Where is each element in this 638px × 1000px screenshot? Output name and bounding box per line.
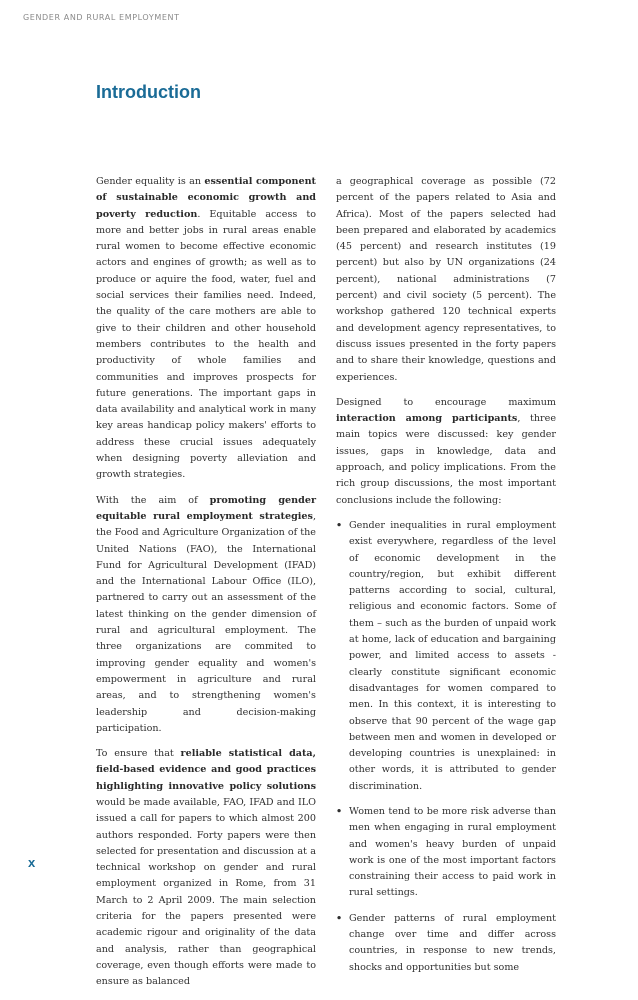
running-head: GENDER AND RURAL EMPLOYMENT bbox=[23, 13, 180, 22]
list-item: • Women tend to be more risk adverse than men when engaging in rural employment and women's heavy burden of unpaid work is one of the most important factors constraining their access to paid work in rural settings. bbox=[336, 805, 556, 899]
bullet-icon: • bbox=[336, 519, 343, 531]
list-item: • Gender inequalities in rural employment exist everywhere, regardless of the level of economic development in the country/region, but exhibit different patterns according to social, cultural, religious and economic factors. Some of them – such as the burden of unpaid work at home, lack of education and bargaining power, and limited access to assets - clearly constitute significant economic disadvantages for women compared to men. In this context, it is interesting to observe that 90 percent of the wage gap between men and women in developed or developing countries is unexplained: in other words, it is attributed to gender discrimination. bbox=[336, 519, 556, 792]
bold-phrase: essential component of sustainable economic growth and poverty reduction bbox=[96, 176, 316, 220]
paragraph: With the aim of promoting gender equitable rural employment strategies, the Food and Agriculture Organization of the United Nations (FAO), the International Fund for Agricultural Development (IFAD) and the International Labour Office (ILO), partnered to carry out an assessment of the latest thinking on the gender dimension of rural and agricultural employment. The three organizations are commited to improving gender equality and women's empowerment in agriculture and rural areas, and to strengthening women's leadership and decision-making participation. bbox=[96, 494, 316, 734]
paragraph: Designed to encourage maximum interaction among participants, three main topics were discussed: key gender issues, gaps in knowledge, data and approach, and policy implications. From the rich group discussions, the most important conclusions include the following: bbox=[336, 396, 557, 506]
paragraph: a geographical coverage as possible (72 percent of the papers related to Asia and Africa). Most of the papers selected had been prepared and elaborated by academics (45 percent) and research institutes (19 percent) but also by UN organizations (24 percent), national administrations (7 percent) and civil society (5 percent). The workshop gathered 120 technical experts and development agency representatives, to discuss issues presented in the forty papers and to share their knowledge, questions and experiences. bbox=[336, 176, 556, 383]
bold-phrase: reliable statistical data, field-based evidence and good practices highlighting innovative policy solutions bbox=[96, 748, 316, 792]
paragraph: To ensure that reliable statistical data, field-based evidence and good practices highlighting innovative policy solutions would be made available, FAO, IFAD and ILO issued a call for papers to which almost 200 authors responded. Forty papers were then selected for presentation and discussion at a technical workshop on gender and rural employment organized in Rome, from 31 March to 2 April 2009. The main selection criteria for the papers presented were academic rigour and originality of the data and analysis, rather than geographical coverage, even though efforts were made to ensure as balanced bbox=[96, 748, 316, 988]
paragraph: Gender equality is an essential component of sustainable economic growth and poverty reduction. Equitable access to more and better jobs in rural areas enable rural women to become effective economic actors and engines of growth; as well as to produce or aquire the food, water, fuel and social services their families need. Indeed, the quality of the care mothers are able to give to their children and other household members contributes to the health and productivity of whole families and communities and improves prospects for future generations. The important gaps in data availability and analytical work in many key areas handicap policy makers' efforts to address these crucial issues adequately when designing poverty alleviation and growth strategies. bbox=[96, 176, 316, 481]
bullet-icon: • bbox=[336, 912, 343, 924]
list-item: • Gender patterns of rural employment change over time and differ across countries, in response to new trends, shocks and opportunities but some bbox=[336, 912, 556, 973]
bullet-icon: • bbox=[336, 805, 343, 817]
left-column bbox=[96, 174, 316, 1000]
bold-phrase: promoting gender equitable rural employment strategies bbox=[96, 494, 316, 522]
right-column bbox=[336, 174, 556, 985]
page-number: x bbox=[28, 855, 36, 870]
page-title: Introduction bbox=[96, 82, 201, 102]
conclusions-list bbox=[336, 518, 556, 976]
bold-phrase: interaction among participants bbox=[336, 413, 518, 425]
